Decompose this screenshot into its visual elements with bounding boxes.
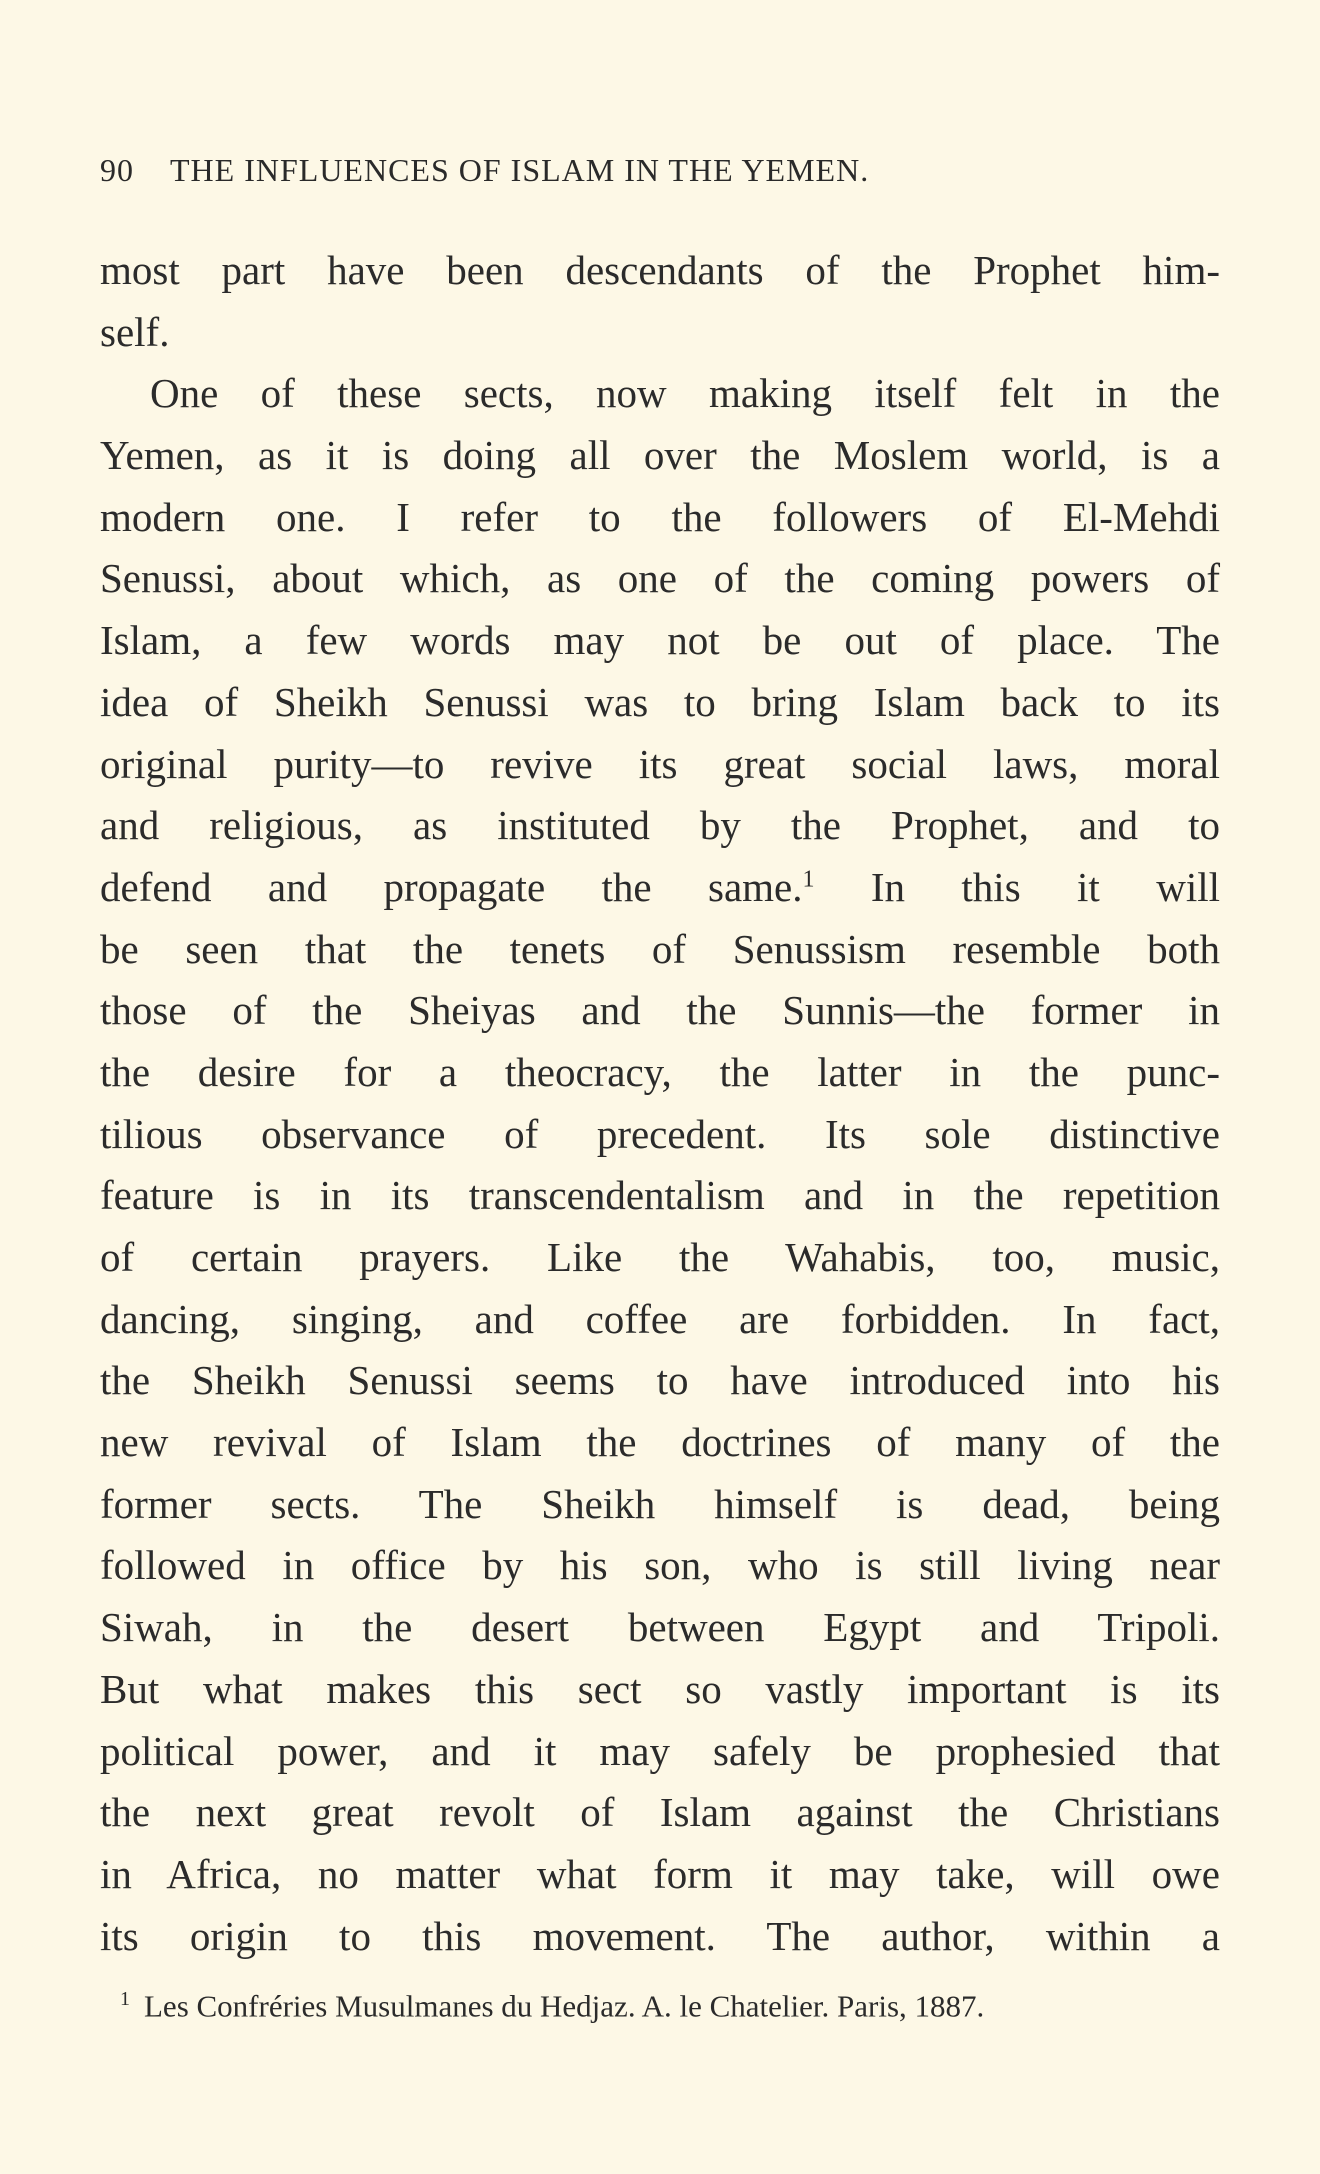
- text-line: But what makes this sect so vastly important is its: [100, 1665, 1220, 1712]
- text-line: of certain prayers. Like the Wahabis, too, music,: [100, 1234, 1220, 1280]
- footnote-mark: 1: [120, 1988, 130, 2010]
- text-line: its origin to this movement. The author, within a: [100, 1912, 1220, 1959]
- text-line: the next great revolt of Islam against the Christians: [100, 1789, 1220, 1836]
- running-title: THE INFLUENCES OF ISLAM IN THE YEMEN.: [170, 152, 870, 188]
- text-line: and religious, as instituted by the Prophet, and to: [100, 802, 1220, 849]
- footnote: [120, 1988, 1220, 2024]
- text-line: modern one. I refer to the followers of El-Mehdi: [100, 493, 1220, 540]
- text-line: former sects. The Sheikh himself is dead, being: [100, 1480, 1220, 1527]
- text-line: most part have been descendants of the Prophet him-: [100, 247, 1220, 293]
- text-line-end: In this it will: [814, 863, 1220, 910]
- page-number: 90: [100, 152, 134, 188]
- text-line: self.: [100, 308, 170, 355]
- text-line: One of these sects, now making itself felt in the: [150, 370, 1220, 417]
- text-line: the desire for a theocracy, the latter in the punc-: [100, 1048, 1220, 1095]
- text-line: tilious observance of precedent. Its sole distinctive: [100, 1110, 1220, 1157]
- text-line: Siwah, in the desert between Egypt and Tripoli.: [100, 1604, 1220, 1651]
- text-line: feature is in its transcendentalism and in the repetition: [100, 1172, 1220, 1219]
- body-text: [100, 240, 1220, 1967]
- text-line: be seen that the tenets of Senussism resemble both: [100, 925, 1220, 972]
- text-line: original purity—to revive its great social laws, moral: [100, 740, 1220, 787]
- text-line: Yemen, as it is doing all over the Moslem world, is a: [100, 432, 1220, 479]
- text-line: political power, and it may safely be prophesied that: [100, 1727, 1220, 1774]
- footnote-text: Les Confréries Musulmanes du Hedjaz. A. le Chatelier. Paris, 1887.: [144, 1988, 985, 2024]
- text-line: dancing, singing, and coffee are forbidden. In fact,: [100, 1295, 1220, 1342]
- text-line-start: defend and propagate the same.: [100, 863, 803, 910]
- text-line: in Africa, no matter what form it may take, will owe: [100, 1850, 1220, 1897]
- text-line-with-footnote-ref: [100, 857, 1220, 919]
- text-line: the Sheikh Senussi seems to have introduced into his: [100, 1357, 1220, 1404]
- text-line: those of the Sheiyas and the Sunnis—the former in: [100, 987, 1220, 1034]
- text-line: new revival of Islam the doctrines of many of the: [100, 1419, 1220, 1466]
- running-head: [100, 152, 1220, 189]
- text-line: followed in office by his son, who is still living near: [100, 1542, 1220, 1589]
- text-line: Senussi, about which, as one of the coming powers of: [100, 555, 1220, 602]
- text-line: idea of Sheikh Senussi was to bring Islam back to its: [100, 678, 1220, 725]
- footnote-reference: 1: [802, 866, 815, 893]
- text-line: Islam, a few words may not be out of place. The: [100, 617, 1220, 664]
